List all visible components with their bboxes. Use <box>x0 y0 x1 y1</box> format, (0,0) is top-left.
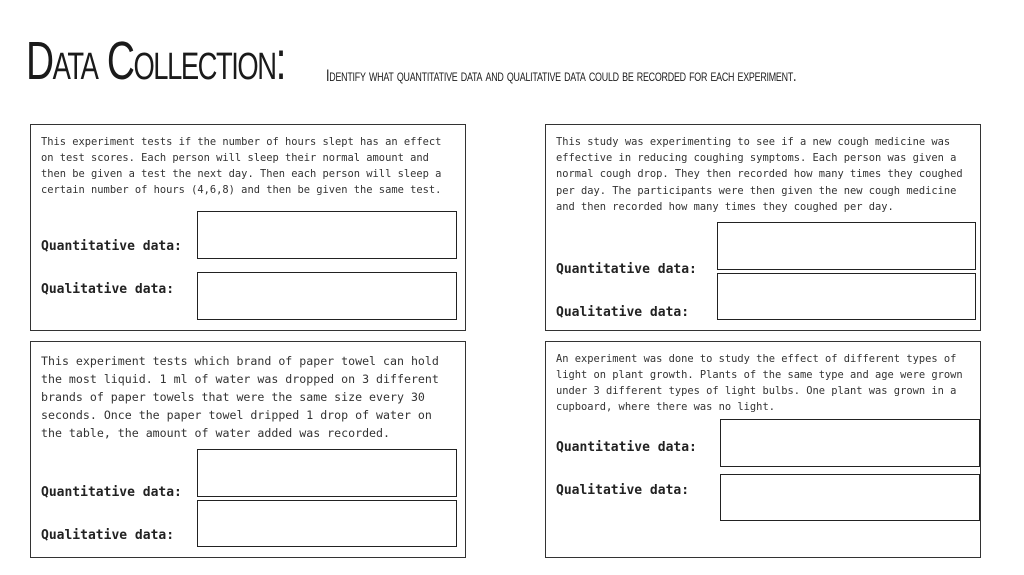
qualitative-answer-box[interactable] <box>720 474 980 521</box>
page-header <box>26 24 962 91</box>
qualitative-answer-box[interactable] <box>197 272 457 320</box>
experiment-prompt: This experiment tests which brand of paper towel can hold the most liquid. 1 ml of water was dropped on 3 different brands of paper towels that were the same size every 30 seconds. Once the paper towel dripped 1 drop of water on the table, the amount of water added was recorded. <box>41 354 439 440</box>
experiment-card-cough-medicine <box>545 124 981 331</box>
experiment-card-paper-towel <box>30 341 466 558</box>
qualitative-label: Qualitative data: <box>556 483 690 498</box>
quantitative-answer-box[interactable] <box>197 449 457 497</box>
quantitative-answer-box[interactable] <box>720 419 980 467</box>
experiment-prompt: An experiment was done to study the effect of different types of light on plant growth. Plants of the same type and age were grown under 3 different types of light bulbs. One plant was grown in a cupboard, where there was no light. <box>556 353 963 413</box>
quantitative-answer-box[interactable] <box>197 211 457 259</box>
qualitative-answer-box[interactable] <box>717 273 976 320</box>
experiment-card-plant-light <box>545 341 981 558</box>
qualitative-label: Qualitative data: <box>41 282 175 297</box>
quantitative-label: Quantitative data: <box>556 262 697 277</box>
quantitative-label: Quantitative data: <box>41 239 182 254</box>
experiment-prompt: This experiment tests if the number of hours slept has an effect on test scores. Each person will sleep their normal amount and then be given a test the next day. Then each person will sleep a certain number of hours (4,6,8) and then be given the same test. <box>41 136 442 196</box>
quantitative-label: Quantitative data: <box>41 485 182 500</box>
experiment-card-sleep <box>30 124 466 331</box>
page-title: Data Collection: <box>26 31 285 91</box>
qualitative-answer-box[interactable] <box>197 500 457 547</box>
experiment-prompt: This study was experimenting to see if a new cough medicine was effective in reducing coughing symptoms. Each person was given a normal cough drop. They then recorded how many times they coughed per day. The participants were then given the new cough medicine and then recorded how many times they coughed per day. <box>556 136 963 213</box>
quantitative-label: Quantitative data: <box>556 440 697 455</box>
qualitative-label: Qualitative data: <box>556 305 690 320</box>
quantitative-answer-box[interactable] <box>717 222 976 270</box>
qualitative-label: Qualitative data: <box>41 528 175 543</box>
page-instruction: Identify what quantitative data and qualitative data could be recorded for each experiment. <box>326 66 797 85</box>
